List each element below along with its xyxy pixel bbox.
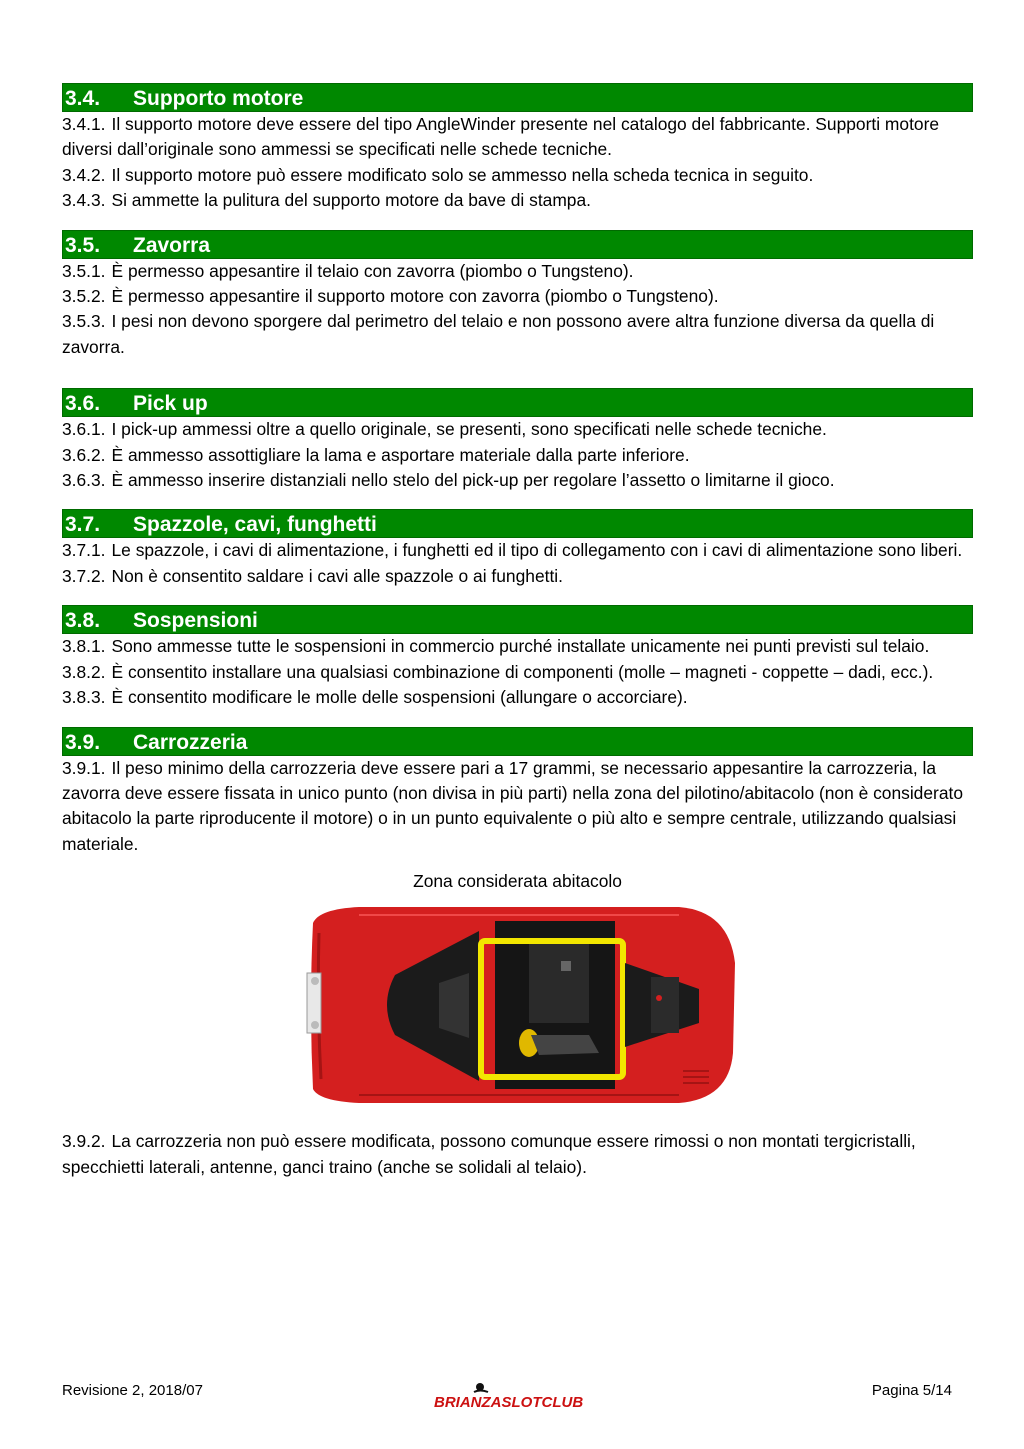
paragraph-number: 3.5.1. (62, 260, 106, 281)
section-title: Zavorra (133, 233, 211, 257)
paragraph-text: Si ammette la pulitura del supporto motore da bave di stampa. (111, 190, 591, 211)
paragraph (62, 112, 973, 163)
paragraph-text: Il peso minimo della carrozzeria deve essere pari a 17 grammi, se necessario appesantire la carrozzeria, la zavorra deve essere fissata in unico punto (non divisa in più parti) nella zona del pilotino/abitacolo (non è considerato abitacolo la parte riproducente il motore) o in un punto equivalente o più alto e sempre centrale, utilizzando qualsiasi materiale. (62, 757, 963, 854)
section-number: 3.9. (65, 730, 101, 754)
paragraph-number: 3.6.3. (62, 470, 106, 491)
section-number: 3.7. (65, 513, 101, 537)
section-title: Sospensioni (133, 609, 258, 633)
section-header (62, 83, 973, 112)
paragraph-text: È consentito installare una qualsiasi combinazione di componenti (molle – magneti - coppette – dadi, ecc.). (111, 661, 934, 682)
paragraph (62, 188, 973, 213)
car-body-photo (299, 903, 737, 1107)
paragraph-text: Sono ammesse tutte le sospensioni in commercio purché installate unicamente nei punti previsti sul telaio. (111, 636, 930, 657)
section-number: 3.4. (65, 87, 101, 110)
paragraph-text: Non è consentito saldare i cavi alle spazzole o ai funghetti. (111, 565, 563, 586)
paragraph-text: È ammesso assottigliare la lama e asportare materiale dalla parte inferiore. (111, 444, 690, 465)
section-number: 3.5. (65, 233, 101, 257)
paragraph-number: 3.7.1. (62, 540, 106, 561)
document-page (62, 83, 973, 1196)
paragraph (62, 284, 973, 309)
section-title: Supporto motore (133, 87, 304, 110)
section-number: 3.8. (65, 609, 101, 633)
paragraph-number: 3.5.3. (62, 311, 106, 332)
section-title: Pick up (133, 392, 208, 416)
paragraph-number: 3.4.2. (62, 164, 106, 185)
section-number: 3.6. (65, 392, 101, 416)
paragraph (62, 685, 973, 710)
section-header (62, 388, 973, 417)
paragraph-text: È ammesso inserire distanziali nello stelo del pick-up per regolare l’assetto o limitarne il gioco. (111, 470, 835, 491)
paragraph (62, 468, 973, 493)
section-header (62, 230, 973, 259)
paragraph-text: Il supporto motore può essere modificato solo se ammesso nella scheda tecnica in seguito. (111, 164, 814, 185)
paragraph-number: 3.9.2. (62, 1131, 106, 1152)
section-header (62, 509, 973, 538)
page-number: Pagina 5/14 (871, 1382, 952, 1399)
section-3-7 (62, 509, 973, 589)
section-title: Spazzole, cavi, funghetti (133, 513, 377, 537)
paragraph-text: Le spazzole, i cavi di alimentazione, i funghetti ed il tipo di collegamento con i cavi di alimentazione sono liberi. (111, 540, 963, 561)
paragraph-number: 3.7.2. (62, 565, 106, 586)
paragraph-text: È permesso appesantire il supporto motore con zavorra (piombo o Tungsteno). (111, 286, 719, 307)
section-3-5 (62, 230, 973, 361)
paragraph-number: 3.8.1. (62, 636, 106, 657)
figure-caption: Zona considerata abitacolo (413, 871, 622, 892)
section-3-4 (62, 83, 973, 214)
paragraph (62, 1129, 973, 1180)
paragraph (62, 163, 973, 188)
brianza-slot-club-logo (434, 1380, 584, 1412)
paragraph-text: I pick-up ammessi oltre a quello originale, se presenti, sono specificati nelle schede tecniche. (111, 419, 827, 440)
paragraph (62, 417, 973, 442)
paragraph (62, 756, 973, 858)
paragraph-text: È consentito modificare le molle delle sospensioni (allungare o accorciare). (111, 687, 688, 708)
paragraph (62, 564, 973, 589)
paragraph (62, 309, 973, 360)
page-footer (62, 1380, 952, 1414)
paragraph-text: La carrozzeria non può essere modificata, possono comunque essere rimossi o non montati tergicristalli, specchietti laterali, antenne, ganci traino (anche se solidali al telaio). (62, 1131, 916, 1177)
paragraph-number: 3.4.3. (62, 190, 106, 211)
paragraph-number: 3.9.1. (62, 757, 106, 778)
paragraph-number: 3.6.2. (62, 444, 106, 465)
paragraph-number: 3.6.1. (62, 419, 106, 440)
section-3-6 (62, 388, 973, 493)
paragraph (62, 259, 973, 284)
section-3-9 (62, 727, 973, 1180)
car-body-illustration (299, 903, 737, 1107)
section-header (62, 727, 973, 756)
logo-text: BRIANZASLOTCLUB (434, 1394, 584, 1411)
paragraph (62, 538, 973, 563)
section-header (62, 605, 973, 634)
section-3-8 (62, 605, 973, 710)
paragraph-text: I pesi non devono sporgere dal perimetro del telaio e non possono avere altra funzione diversa da quella di zavorra. (62, 311, 935, 357)
paragraph-number: 3.8.2. (62, 661, 106, 682)
paragraph-number: 3.5.2. (62, 286, 106, 307)
paragraph (62, 660, 973, 685)
section-title: Carrozzeria (133, 730, 248, 754)
paragraph-text: È permesso appesantire il telaio con zavorra (piombo o Tungsteno). (111, 260, 634, 281)
paragraph-number: 3.8.3. (62, 687, 106, 708)
paragraph (62, 443, 973, 468)
paragraph-number: 3.4.1. (62, 114, 106, 134)
revision-label: Revisione 2, 2018/07 (62, 1382, 203, 1399)
paragraph (62, 634, 973, 659)
paragraph-text: Il supporto motore deve essere del tipo AngleWinder presente nel catalogo del fabbricante. Supporti motore diversi dall’originale sono ammessi se specificati nelle schede tecniche. (62, 114, 940, 160)
